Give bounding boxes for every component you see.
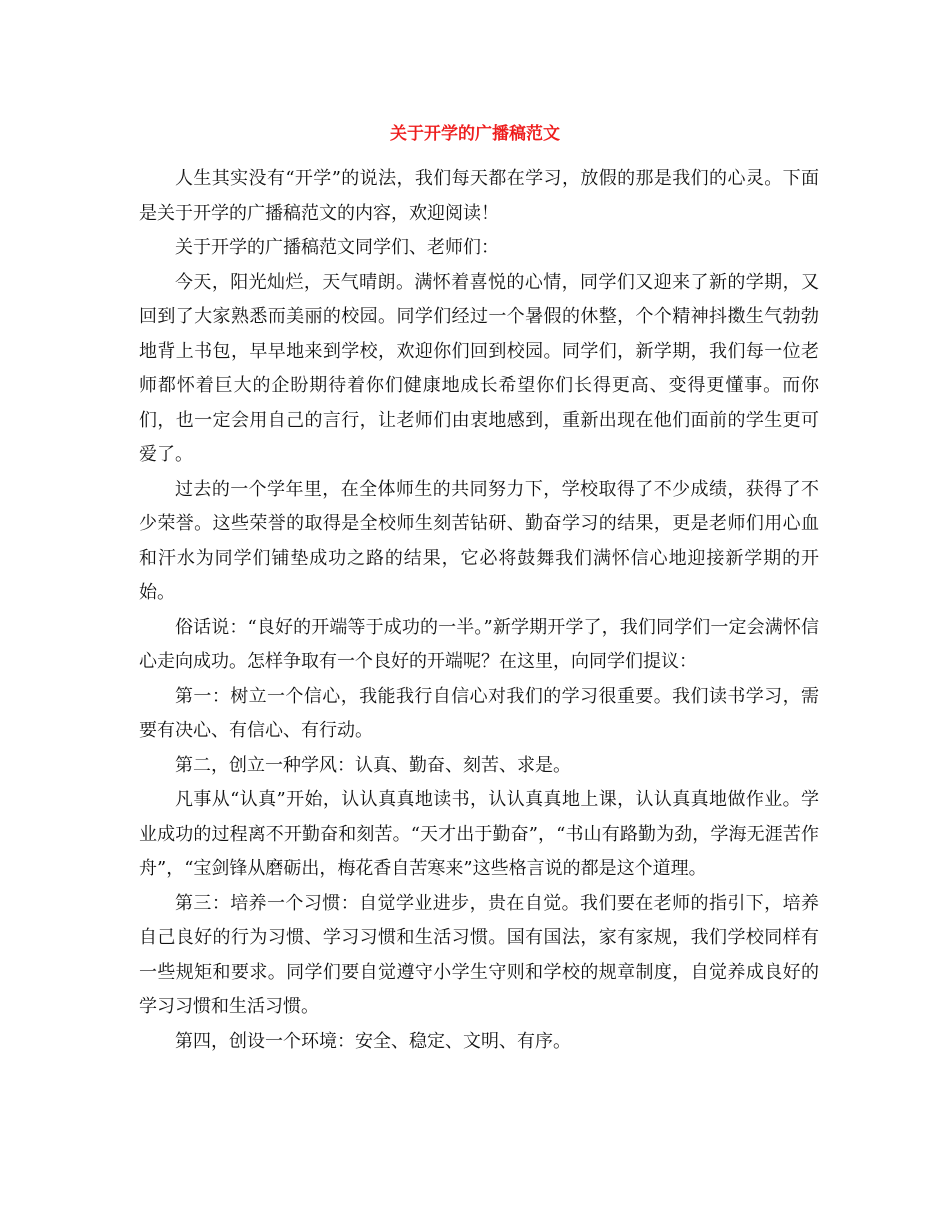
paragraph: 人生其实没有“开学”的说法，我们每天都在学习，放假的那是我们的心灵。下面是关于开学的广播稿范文的内容，欢迎阅读！ [139,168,819,224]
paragraph: 第二，创立一种学风：认真、勤奋、刻苦、求是。 [175,754,571,776]
paragraph: 关于开学的广播稿范文同学们、老师们： [175,237,499,258]
document-body [139,162,819,1059]
paragraph: 今天，阳光灿烂，天气晴朗。满怀着喜悦的心情，同学们又迎来了新的学期，又回到了大家熟悉而美丽的校园。同学们经过一个暑假的休整，个个精神抖擞生气勃勃地背上书包，早早地来到学校，欢迎你们回到校园。同学们，新学期，我们每一位老师都怀着巨大的企盼期待着你们健康地成长希望你们长得更高、变得更懂事。而你们，也一定会用自己的言行，让老师们由衷地感到，重新出现在他们面前的学生更可爱了。 [139,271,819,465]
document-title: 关于开学的广播稿范文 [390,124,560,144]
paragraph: 第四，创设一个环境：安全、稳定、文明、有序。 [175,1030,571,1052]
paragraph: 过去的一个学年里，在全体师生的共同努力下，学校取得了不少成绩，获得了不少荣誉。这些荣誉的取得是全校师生刻苦钻研、勤奋学习的结果，更是老师们用心血和汗水为同学们铺垫成功之路的结果，它必将鼓舞我们满怀信心地迎接新学期的开始。 [139,478,819,603]
paragraph: 第一：树立一个信心，我能我行自信心对我们的学习很重要。我们读书学习，需要有决心、有信心、有行动。 [139,685,819,741]
paragraph: 俗话说：“良好的开端等于成功的一半。”新学期开学了，我们同学们一定会满怀信心走向成功。怎样争取有一个良好的开端呢？在这里，向同学们提议： [139,616,819,672]
paragraph: 第三：培养一个习惯：自觉学业进步，贵在自觉。我们要在老师的指引下，培养自己良好的行为习惯、学习习惯和生活习惯。国有国法，家有家规，我们学校同样有一些规矩和要求。同学们要自觉遵守小学生守则和学校的规章制度，自觉养成良好的学习习惯和生活习惯。 [139,892,819,1017]
paragraph: 凡事从“认真”开始，认认真真地读书，认认真真地上课，认认真真地做作业。学业成功的过程离不开勤奋和刻苦。“天才出于勤奋”，“书山有路勤为劲，学海无涯苦作舟”，“宝剑锋从磨砺出，梅花香自苦寒来”这些格言说的都是这个道理。 [139,789,819,879]
